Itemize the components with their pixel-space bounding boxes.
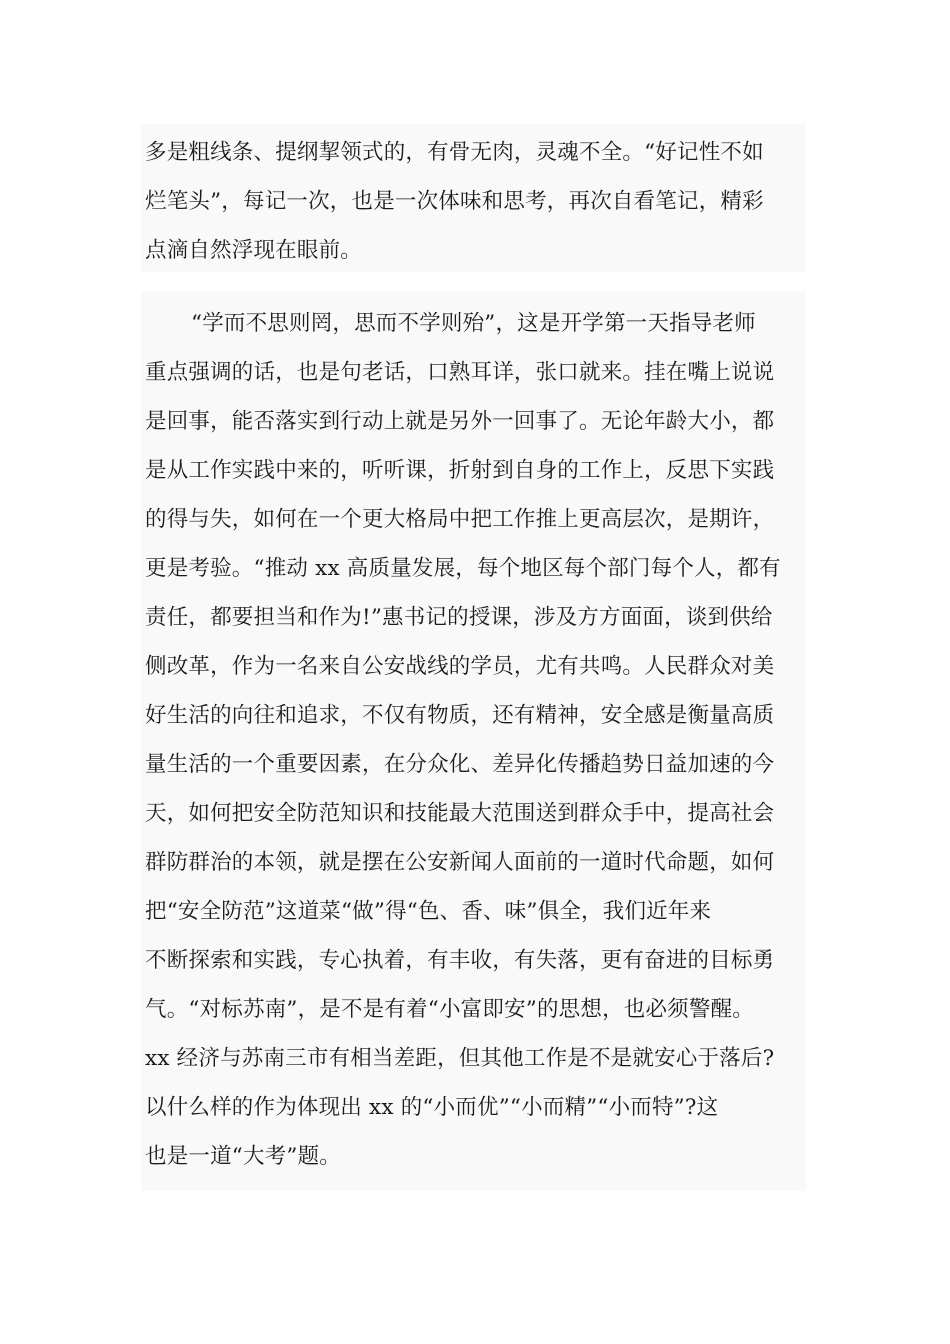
paragraph-2-line: 是从工作实践中来的，听听课，折射到自身的工作上，反思下实践: [145, 458, 775, 483]
paragraph-1: [141, 124, 806, 272]
paragraph-2-line: 群防群治的本领，就是摆在公安新闻人面前的一道时代命题，如何: [145, 850, 775, 875]
paragraph-2-line: xx 经济与苏南三市有相当差距，但其他工作是不是就安心于落后?: [145, 1046, 775, 1071]
paragraph-2-line: 以什么样的作为体现出 xx 的“小而优”“小而精”“小而特”?这: [145, 1095, 719, 1120]
paragraph-2-line: 的得与失，如何在一个更大格局中把工作推上更高层次，是期许，: [145, 507, 775, 532]
paragraph-1-line: 烂笔头”，每记一次，也是一次体味和思考，再次自看笔记，精彩: [145, 189, 764, 214]
paragraph-1-line: 多是粗线条、提纲挈领式的，有骨无肉，灵魂不全。“好记性不如: [145, 140, 764, 165]
paragraph-2-line: 更是考验。“推动 xx 高质量发展，每个地区每个部门每个人，都有: [145, 556, 781, 581]
paragraph-2-line: 责任，都要担当和作为!”惠书记的授课，涉及方方面面，谈到供给: [145, 605, 773, 630]
paragraph-2-line: 不断探索和实践，专心执着，有丰收，有失落，更有奋进的目标勇: [145, 948, 775, 973]
paragraph-2-line: 侧改革，作为一名来自公安战线的学员，尤有共鸣。人民群众对美: [145, 654, 775, 679]
paragraph-1-line: 点滴自然浮现在眼前。: [145, 238, 363, 263]
paragraph-2-first-line: “学而不思则罔，思而不学则殆”，这是开学第一天指导老师: [191, 311, 756, 336]
paragraph-2-line: 好生活的向往和追求，不仅有物质，还有精神，安全感是衡量高质: [145, 703, 775, 728]
paragraph-2-line: 也是一道“大考”题。: [145, 1144, 341, 1169]
paragraph-2-line: 量生活的一个重要因素，在分众化、差异化传播趋势日益加速的今: [145, 752, 775, 777]
paragraph-2: [141, 291, 806, 1191]
paragraph-2-line: 重点强调的话，也是句老话，口熟耳详，张口就来。挂在嘴上说说: [145, 360, 775, 385]
paragraph-2-line: 把“安全防范”这道菜“做”得“色、香、味”俱全，我们近年来: [145, 899, 712, 924]
paragraph-2-line: 气。“对标苏南”，是不是有着“小富即安”的思想，也必须警醒。: [145, 997, 754, 1022]
paragraph-2-line: 是回事，能否落实到行动上就是另外一回事了。无论年龄大小，都: [145, 409, 775, 434]
paragraph-2-line: 天，如何把安全防范知识和技能最大范围送到群众手中，提高社会: [145, 801, 775, 826]
